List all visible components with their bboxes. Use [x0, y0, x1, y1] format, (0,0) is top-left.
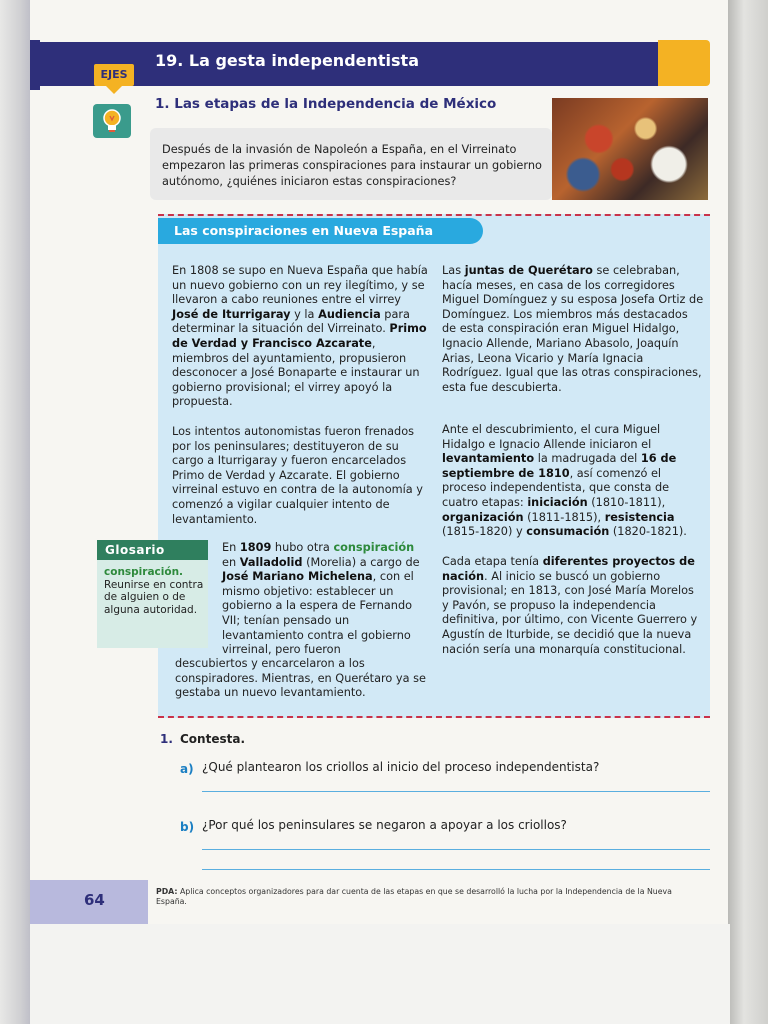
intro-text: Después de la invasión de Napoleón a España, en el Virreinato empezaron las primeras conspiraciones para instaurar un gobierno autónomo, ¿quiénes iniciaron estas conspiraciones?: [162, 143, 542, 188]
banner-tab: [658, 40, 710, 86]
question-a-letter: a): [180, 762, 194, 776]
pda-label: PDA:: [156, 887, 178, 896]
left-paragraph-2: Los intentos autonomistas fueron frenados por los peninsulares; destituyeron de su cargo a Iturrigaray y fueron encarcelados Primo de Verdad y Azcarate. El gobierno virreinal estuvo en contra de la autonomía y comenzó a vigilar cualquier intento de levantamiento.: [172, 425, 423, 526]
left-paragraph-1: En 1808 se supo en Nueva España que había un nuevo gobierno con un rey ilegítimo, y se llevaron a cabo reuniones entre el virrey José de Iturrigaray y la Audiencia para determinar la situación del Virreinato. Primo de Verdad y Francisco Azcarate, miembros del ayuntamiento, propusieron desconocer a José Bonaparte e instaurar un gobierno provisional; el virrey apoyó la propuesta.: [172, 264, 428, 409]
panel-title-tab: [158, 218, 483, 244]
lesson-title: 19. La gesta independentista: [155, 51, 419, 70]
question-b-text: ¿Por qué los peninsulares se negaron a apoyar a los criollos?: [202, 818, 567, 832]
intro-box: [150, 128, 552, 200]
lightbulb-icon: [93, 104, 131, 138]
left-paragraph-3: En 1809 hubo otra conspiración en Valladolid (Morelia) a cargo de José Mariano Michelena, con el mismo objetivo: establecer un gobierno a la espera de Fernando VII; tenían pensado un levantamiento contra el gobierno virreinal, pero fueron: [222, 541, 420, 657]
left-page-edge: [0, 0, 30, 1024]
section-subtitle: 1. Las etapas de la Independencia de México: [155, 96, 497, 112]
glossary-term: conspiración.: [104, 566, 184, 578]
ejes-badge: EJES: [94, 64, 134, 86]
pda-text: Aplica conceptos organizadores para dar cuenta de las etapas en que se desarrolló la lucha por la Independencia de la Nueva España.: [156, 887, 672, 906]
answer-line-a[interactable]: [202, 791, 710, 792]
activity-number: 1.: [160, 732, 173, 746]
question-b-letter: b): [180, 820, 195, 834]
panel-title: Las conspiraciones en Nueva España: [174, 223, 434, 238]
mural-image: [552, 98, 708, 200]
right-page-edge: [728, 0, 768, 1024]
question-a-text: ¿Qué plantearon los criollos al inicio del proceso independentista?: [202, 760, 600, 774]
answer-line-b-1[interactable]: [202, 849, 710, 850]
right-paragraph-1: Las juntas de Querétaro se celebraban, hacía meses, en casa de los corregidores Miguel Domínguez y su esposa Josefa Ortiz de Domínguez. Los miembros más destacados de esta conspiración eran Miguel Hidalgo, Ignacio Allende, Mariano Abasolo, Joaquín Arias, Leona Vicario y María Ignacia Rodríguez. Igual que las otras conspiraciones, esta fue descubierta.: [442, 264, 704, 394]
pda-footnote: [156, 887, 696, 907]
right-paragraph-2: Ante el descubrimiento, el cura Miguel Hidalgo e Ignacio Allende iniciaron el levantamiento la madrugada del 16 de septiembre de 1810, así comenzó el proceso independentista, que consta de cuatro etapas: iniciación (1810-1811), organización (1811-1815), resistencia (1815-1820) y consumación (1820-1821).: [442, 423, 687, 539]
activity-instruction: Contesta.: [180, 732, 246, 746]
right-paragraph-3: Cada etapa tenía diferentes proyectos de nación. Al inicio se buscó un gobierno provisional; en 1813, con José María Morelos y Pavón, se propuso la independencia definitiva, por último, con Vicente Guerrero y Agustín de Iturbide, se decidió que la nueva nación sería una monarquía constitucional.: [442, 555, 698, 656]
glossary-title: Glosario: [97, 540, 208, 560]
banner-spine: [30, 40, 40, 90]
left-paragraph-3-continued: descubiertos y encarcelaron a los conspiradores. Mientras, en Querétaro ya se gestaba un nuevo levantamiento.: [175, 657, 426, 700]
glossary-definition: Reunirse en contra de alguien o de alguna autoridad.: [104, 579, 204, 616]
page-bottom-margin: [30, 924, 730, 1024]
answer-line-b-2[interactable]: [202, 869, 710, 870]
page-number: 64: [84, 891, 105, 909]
